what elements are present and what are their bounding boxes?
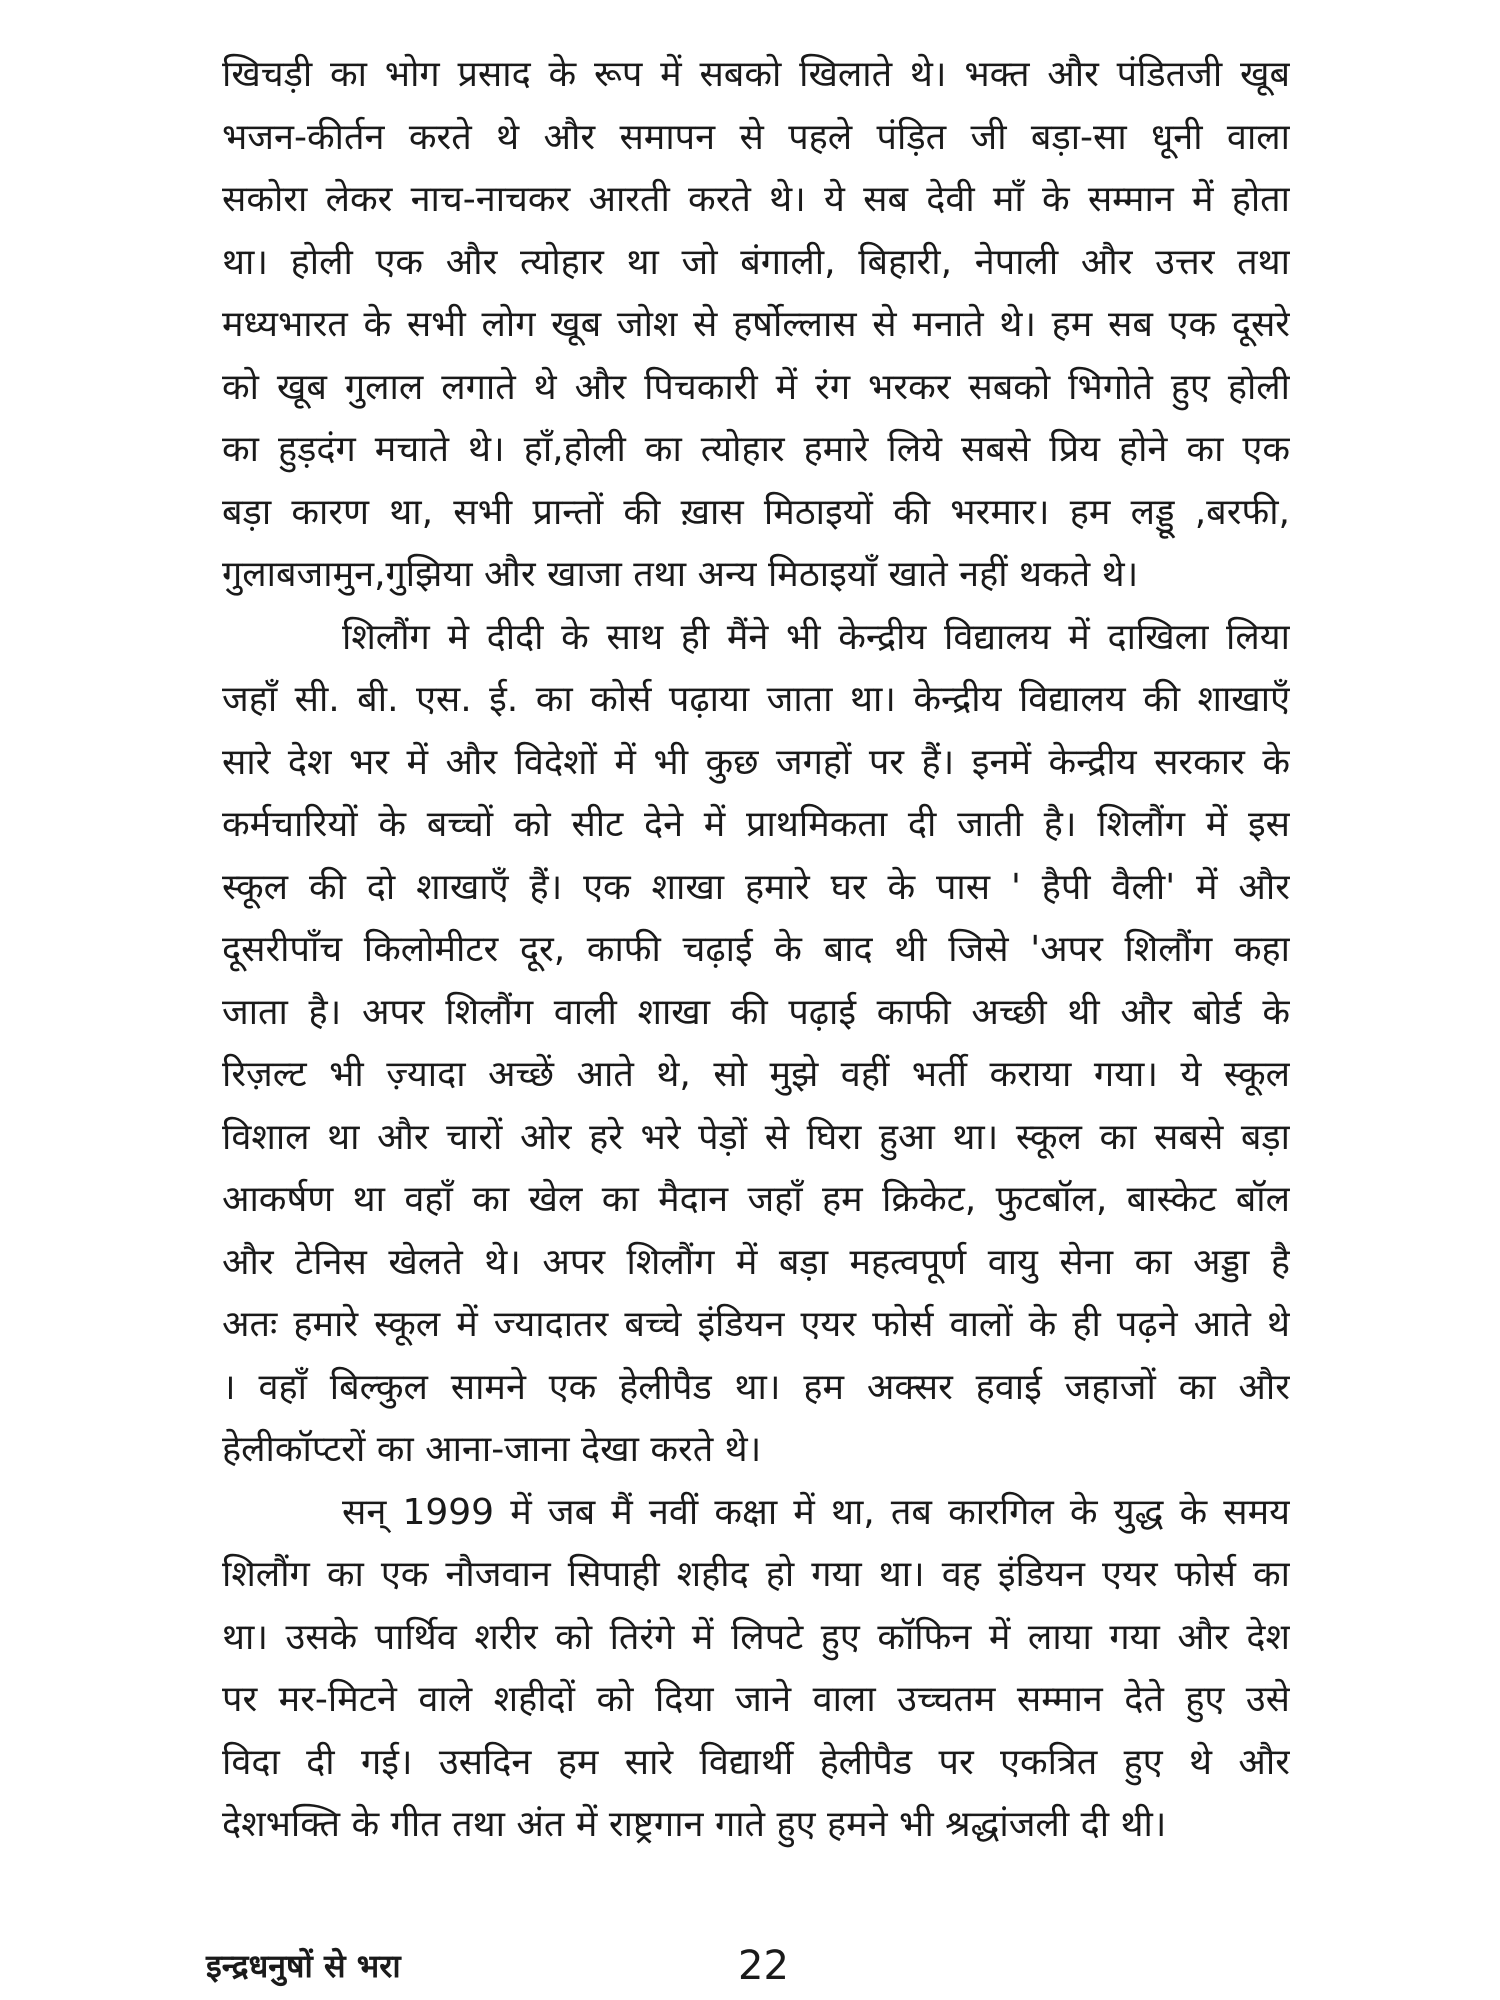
- text-line: पर मर-मिटने वाले शहीदों को दिया जाने वाला उच्चतम सम्मान देते हुए उसे: [222, 1679, 1290, 1720]
- text-line: अतः हमारे स्कूल में ज्यादातर बच्चे इंडियन एयर फोर्स वालों के ही पढ़ने आते थे: [222, 1304, 1290, 1345]
- text-line: हेलीकॉप्टरों का आना-जाना देखा करते थे।: [222, 1429, 762, 1470]
- text-line: रिज़ल्ट भी ज़्यादा अच्छें आते थे, सो मुझे वहीं भर्ती कराया गया। ये स्कूल: [222, 1054, 1290, 1095]
- text-line: जहाँ सी. बी. एस. ई. का कोर्स पढ़ाया जाता था। केन्द्रीय विद्यालय की शाखाएँ: [222, 679, 1290, 720]
- body-text: [222, 44, 1290, 1857]
- text-line: गुलाबजामुन,गुझिया और खाजा तथा अन्य मिठाइयाँ खाते नहीं थकते थे।: [222, 554, 1139, 595]
- text-line: विदा दी गई। उसदिन हम सारे विद्यार्थी हेलीपैड पर एकत्रित हुए थे और: [222, 1741, 1290, 1783]
- text-line: स्कूल की दो शाखाएँ हैं। एक शाखा हमारे घर के पास ' हैपी वैली' में और: [222, 866, 1290, 908]
- text-line: था। होली एक और त्योहार था जो बंगाली, बिहारी, नेपाली और उत्तर तथा: [222, 241, 1290, 283]
- text-line: बड़ा कारण था, सभी प्रान्तों की ख़ास मिठाइयों की भरमार। हम लड्डू ,बरफी,: [222, 491, 1290, 533]
- text-line: । वहाँ बिल्कुल सामने एक हेलीपैड था। हम अक्सर हवाई जहाजों का और: [222, 1366, 1290, 1408]
- text-line: देशभक्ति के गीत तथा अंत में राष्ट्रगान गाते हुए हमने भी श्रद्धांजली दी थी।: [222, 1804, 1167, 1845]
- text-line: सकोरा लेकर नाच-नाचकर आरती करते थे। ये सब देवी माँ के सम्मान में होता: [222, 179, 1290, 220]
- text-line: था। उसके पार्थिव शरीर को तिरंगे में लिपटे हुए कॉफिन में लाया गया और देश: [222, 1616, 1290, 1658]
- page-number: 22: [738, 1943, 789, 1989]
- text-line: आकर्षण था वहाँ का खेल का मैदान जहाँ हम क्रिकेट, फुटबॉल, बास्केट बॉल: [222, 1179, 1290, 1220]
- text-line: शिलौंग का एक नौजवान सिपाही शहीद हो गया था। वह इंडियन एयर फोर्स का: [222, 1554, 1290, 1595]
- paragraph-3: [222, 1482, 1290, 1857]
- text-line: सन् 1999 में जब मैं नवीं कक्षा में था, तब कारगिल के युद्ध के समय: [342, 1491, 1290, 1533]
- text-line: का हुड़दंग मचाते थे। हाँ,होली का त्योहार हमारे लिये सबसे प्रिय होने का एक: [222, 429, 1290, 470]
- text-line: विशाल था और चारों ओर हरे भरे पेड़ों से घिरा हुआ था। स्कूल का सबसे बड़ा: [222, 1116, 1290, 1158]
- footer-book-title: इन्द्रधनुषों से भरा: [206, 1947, 401, 1985]
- text-line: जाता है। अपर शिलौंग वाली शाखा की पढ़ाई काफी अच्छी थी और बोर्ड के: [222, 991, 1290, 1033]
- text-line: दूसरीपाँच किलोमीटर दूर, काफी चढ़ाई के बाद थी जिसे 'अपर शिलौंग कहा: [222, 929, 1290, 970]
- text-line: कर्मचारियों के बच्चों को सीट देने में प्राथमिकता दी जाती है। शिलौंग में इस: [222, 804, 1290, 845]
- text-line: भजन-कीर्तन करते थे और समापन से पहले पंड़ित जी बड़ा-सा धूनी वाला: [222, 116, 1290, 158]
- paragraph-2: [222, 607, 1290, 1482]
- text-line: खिचड़ी का भोग प्रसाद के रूप में सबको खिलाते थे। भक्त और पंडितजी खूब: [222, 54, 1290, 95]
- text-line: मध्यभारत के सभी लोग खूब जोश से हर्षोल्लास से मनाते थे। हम सब एक दूसरे: [222, 304, 1290, 345]
- text-line: और टेनिस खेलते थे। अपर शिलौंग में बड़ा महत्वपूर्ण वायु सेना का अड्डा है: [222, 1241, 1290, 1283]
- paragraph-1: [222, 44, 1290, 607]
- text-line: को खूब गुलाल लगाते थे और पिचकारी में रंग भरकर सबको भिगोते हुए होली: [222, 366, 1290, 408]
- text-line: शिलौंग मे दीदी के साथ ही मैंने भी केन्द्रीय विद्यालय में दाखिला लिया: [342, 616, 1290, 658]
- text-line: सारे देश भर में और विदेशों में भी कुछ जगहों पर हैं। इनमें केन्द्रीय सरकार के: [222, 741, 1290, 783]
